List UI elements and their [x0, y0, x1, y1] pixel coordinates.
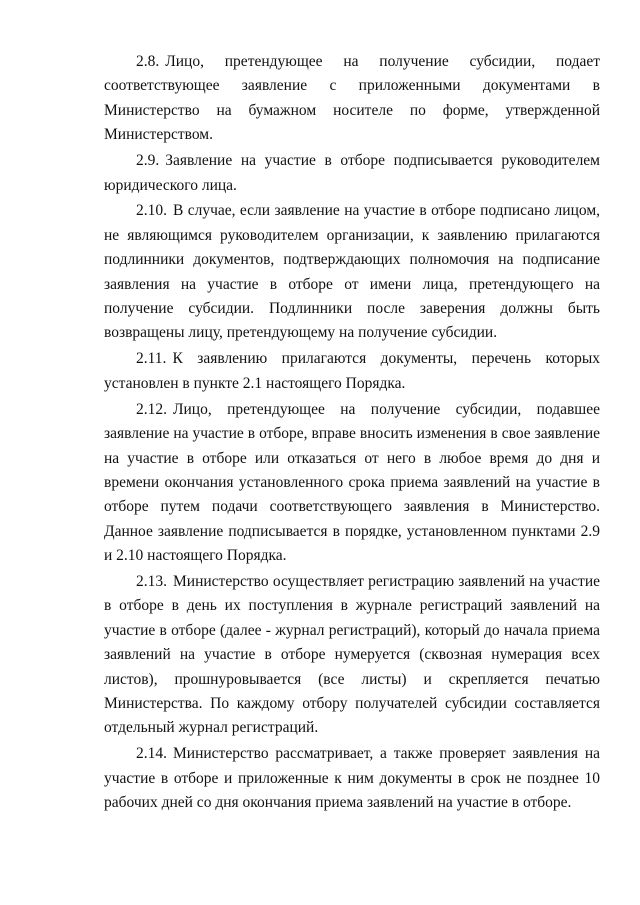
paragraph-number: 2.14. [136, 745, 167, 763]
paragraph-2-10 [104, 199, 600, 345]
paragraph-number: 2.10. [136, 202, 167, 220]
paragraph-2-11 [104, 347, 600, 396]
paragraph-text: Министерство рассматривает, а также проверяет заявления на участие в отборе и приложенные к ним документы в срок не позднее 10 рабочих дней со дня окончания приема заявлений на участие в отборе. [104, 745, 600, 812]
paragraph-text: Лицо, претендующее на получение субсидии, подает соответствующее заявление с приложенными документами в Министерство на бумажном носителе по форме, утвержденной Министерством. [104, 53, 600, 144]
paragraph-2-8 [104, 50, 600, 148]
paragraph-text: В случае, если заявление на участие в отборе подписано лицом, не являющимся руководителем организации, к заявлению прилагаются подлинники документов, подтверждающих полномочия на подписание заявления на участие в отборе от имени лица, претендующего на получение субсидии. Подлинники после заверения должны быть возвращены лицу, претендующему на получение субсидии. [104, 202, 600, 342]
paragraph-2-9 [104, 149, 600, 198]
document-page [104, 50, 600, 817]
paragraph-number: 2.11. [136, 350, 167, 368]
paragraph-2-12 [104, 398, 600, 569]
paragraph-number: 2.13. [136, 573, 167, 591]
paragraph-2-13 [104, 570, 600, 741]
paragraph-text: Министерство осуществляет регистрацию заявлений на участие в отборе в день их поступления в журнале регистраций заявлений на участие в отборе (далее - журнал регистраций), который до начала приема заявлений на участие в отборе нумеруется (сквозная нумерация всех листов), прошнуровывается (все листы) и скрепляется печатью Министерства. По каждому отбору получателей субсидии составляется отдельный журнал регистраций. [104, 573, 600, 737]
paragraph-text: Заявление на участие в отборе подписывается руководителем юридического лица. [104, 152, 600, 194]
paragraph-number: 2.8. [136, 53, 160, 70]
paragraph-text: Лицо, претендующее на получение субсидии, подавшее заявление на участие в отборе, вправе вносить изменения в свое заявление на участие в отборе или отказаться от него в любое время до дня и времени окончания установленного срока приема заявлений на участие в отборе путем подачи соответствующего заявления в Министерство. Данное заявление подписывается в порядке, установленном пунктами 2.9 и 2.10 настоящего Порядка. [104, 400, 600, 565]
paragraph-number: 2.12. [136, 400, 167, 418]
paragraph-text: К заявлению прилагаются документы, перечень которых установлен в пункте 2.1 настоящего Порядка. [104, 350, 600, 392]
paragraph-number: 2.9. [136, 152, 160, 170]
paragraph-2-14 [104, 742, 600, 815]
